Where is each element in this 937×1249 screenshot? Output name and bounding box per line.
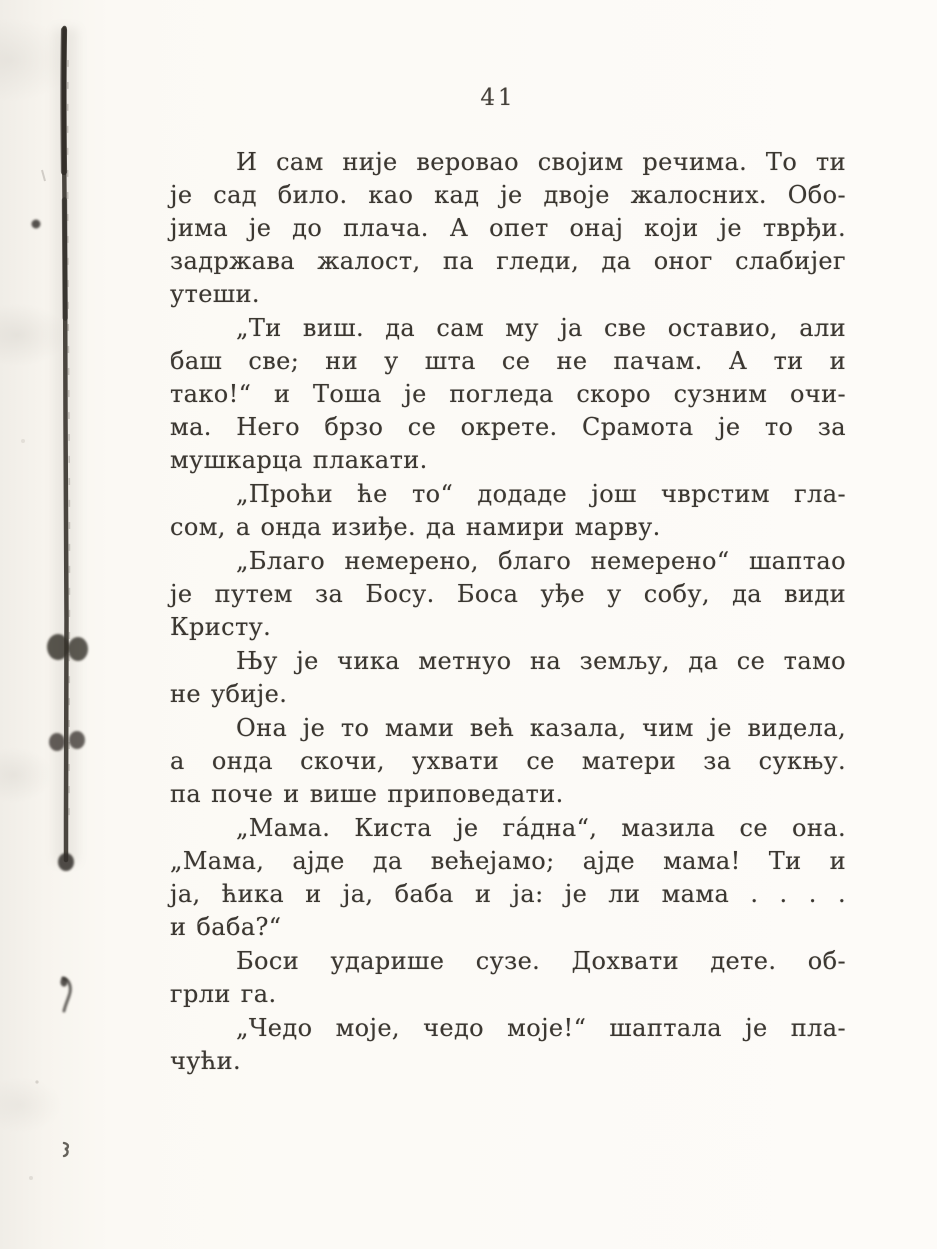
page-number: 41 [480, 85, 516, 111]
hook-mark [63, 978, 70, 1011]
text-line: не убије. [170, 680, 288, 708]
paragraph [170, 712, 846, 811]
text-line: ја, ћика и ја, баба и ја: је ли мама . . . . [170, 880, 846, 908]
paper-speck [29, 1176, 33, 1180]
paragraph [170, 812, 846, 944]
text-line: чући. [170, 1047, 242, 1075]
text-line: баш све; ни у шта се не пачам. А ти и [170, 347, 846, 375]
text-line: сом, а онда изиђе. да намири марву. [170, 513, 661, 541]
paragraph [170, 645, 846, 711]
ink-dot [32, 220, 41, 229]
text-line: И сам није веровао својим речима. То ти [236, 148, 846, 176]
binding-line-rough-edge [68, 60, 70, 830]
binding-artifacts [0, 0, 140, 1249]
hook-mark-head [60, 977, 67, 986]
text-line: а онда скочи, ухвати се матери за сукњу. [170, 747, 846, 775]
text-line: је сад било. као кад је двоје жалосних. Обо- [170, 181, 846, 209]
paper-speck [21, 439, 25, 443]
text-line: тако!“ и Тоша је погледа скоро сузним очи- [170, 380, 846, 408]
text-line: грли га. [170, 980, 277, 1008]
text-line: Она је то мами већ казала, чим је видела, [236, 714, 846, 742]
stitch-blob [68, 637, 88, 661]
paragraph [170, 1012, 846, 1078]
text-line: ма. Него брзо се окрете. Срамота је то за [170, 413, 846, 441]
paragraph [170, 146, 846, 311]
text-line: мушкарца плакати. [170, 446, 428, 474]
text-line: „Мама, ајде да већејамо; ајде мама! Ти и [170, 847, 846, 875]
paragraph [170, 312, 846, 477]
text-line: јима је до плача. А опет онај који је тврђи. [170, 214, 846, 242]
text-line: па поче и више приповедати. [170, 780, 564, 808]
text-line: Њу је чика метнуо на земљу, да се тамо [236, 647, 846, 675]
text-line: Кристу. [170, 613, 272, 641]
text-line: Боси ударише сузе. Дохвати дете. об- [236, 947, 846, 975]
text-line: „Проћи ће то“ додаде још чврстим гла- [236, 480, 846, 508]
text-line: „Благо немерено, благо немерено“ шаптао [236, 547, 846, 575]
paragraph [170, 545, 846, 644]
text-line: и баба?“ [170, 913, 282, 941]
stitch-blob [69, 731, 85, 749]
faint-scratch [42, 170, 45, 181]
binding-haze [54, 28, 78, 863]
text-line: утеши. [170, 280, 260, 308]
paragraph [170, 478, 846, 544]
binding-end-blob [58, 853, 74, 871]
small-squiggle-mark [64, 1143, 68, 1156]
text-block [170, 146, 846, 1079]
binding-line [64, 28, 67, 860]
text-line: задржава жалост, па гледи, да оног слабијег [170, 247, 846, 275]
text-line: је путем за Босу. Боса уђе у собу, да види [170, 580, 846, 608]
text-line: „Мама. Киста је га́дна“, мазила се она. [236, 814, 846, 842]
stitch-blob [47, 634, 69, 660]
paper-speck [35, 1080, 38, 1083]
stitch-blob [49, 733, 65, 751]
binding-line-dark-mid [65, 200, 66, 318]
paragraph [170, 945, 846, 1011]
text-line: „Ти виш. да сам му ја све оставио, али [236, 314, 846, 342]
text-line: „Чедо моје, чедо моје!“ шаптала је пла- [236, 1014, 846, 1042]
